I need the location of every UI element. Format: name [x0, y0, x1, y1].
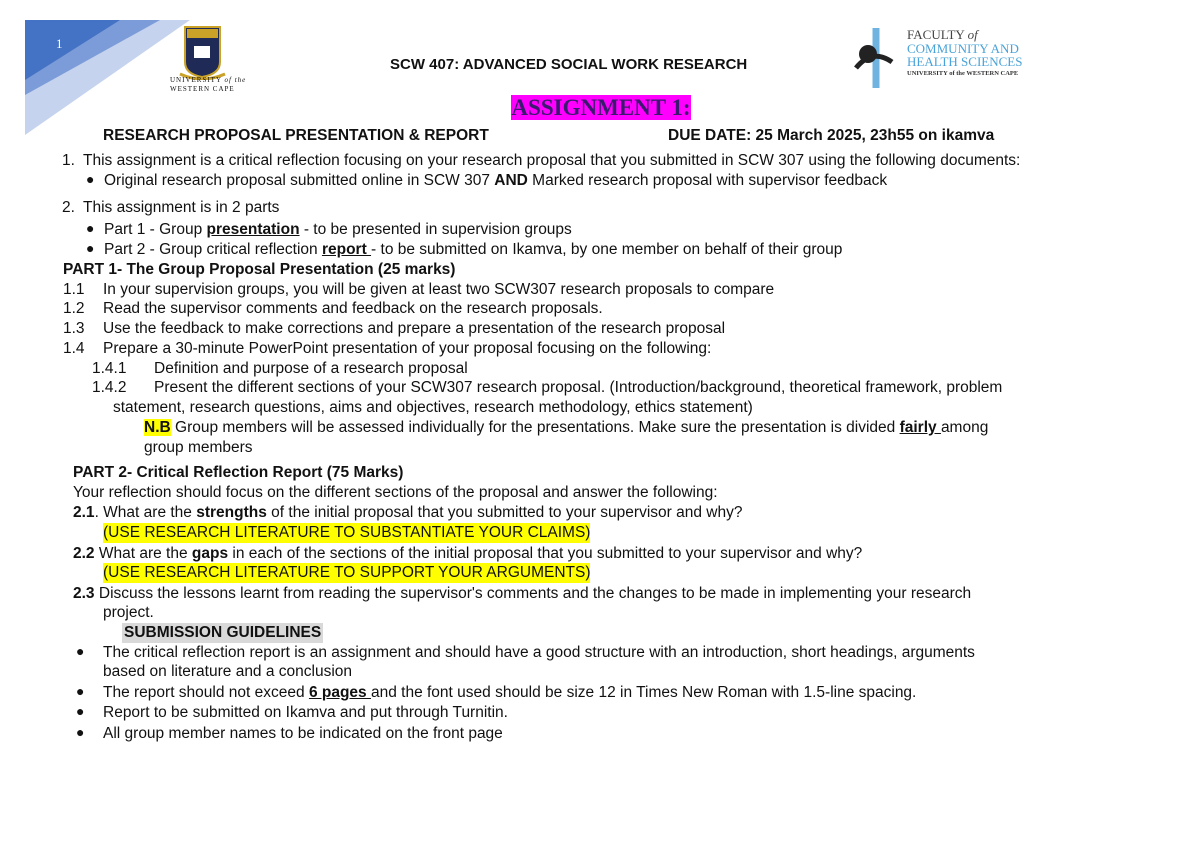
part1-item: Prepare a 30-minute PowerPoint presentation of your proposal focusing on the following:	[103, 340, 712, 357]
nb-label: N.B	[144, 419, 171, 436]
part2-heading: PART 2- Critical Reflection Report (75 Marks)	[73, 464, 404, 481]
sub-item: Definition and purpose of a research proposal	[154, 360, 468, 377]
guideline-1-cont: based on literature and a conclusion	[103, 663, 353, 680]
part1-num: 1.2	[63, 300, 85, 317]
question-1	[73, 503, 742, 523]
nb-note-cont: group members	[144, 439, 253, 456]
part1-heading: PART 1- The Group Proposal Presentation (25 marks)	[63, 261, 456, 278]
part1-item: Use the feedback to make corrections and prepare a presentation of the research proposal	[103, 320, 726, 337]
text: and the font used should be size 12 in Times New Roman with 1.5-line spacing.	[370, 684, 917, 701]
guideline-4: All group member names to be indicated on the front page	[103, 725, 503, 742]
bullet-icon: ●	[76, 683, 85, 699]
guideline-2	[103, 683, 916, 703]
faculty-figure-icon	[852, 28, 904, 88]
part1-item: In your supervision groups, you will be given at least two SCW307 research proposals to compare	[103, 281, 775, 298]
text: strengths	[196, 504, 267, 521]
text: gaps	[191, 545, 229, 562]
sub-item: Present the different sections of your SCW307 research proposal. (Introduction/background, theoretical framework, problem	[154, 379, 1003, 396]
text: among	[940, 419, 989, 436]
sub-num: 1.4.1	[92, 360, 127, 377]
guideline-3: Report to be submitted on Ikamva and put through Turnitin.	[103, 704, 508, 721]
text: in each of the sections of the initial proposal that you submitted to your supervisor and why?	[228, 545, 863, 562]
text: of the initial proposal that you submitted to your supervisor and why?	[266, 504, 743, 521]
text: Discuss the lessons learnt from reading the supervisor's comments and the changes to be made in implementing your research	[94, 585, 972, 602]
text: presentation	[206, 221, 300, 238]
bullet-icon: ●	[76, 643, 85, 659]
sub-item-cont: statement, research questions, aims and objectives, research methodology, ethics statement)	[113, 399, 753, 416]
part2-intro: Your reflection should focus on the different sections of the proposal and answer the following:	[73, 484, 718, 501]
text: Marked research proposal with supervisor feedback	[527, 172, 888, 189]
text: Group members will be assessed individually for the presentations. Make sure the presentation is divided	[170, 419, 900, 436]
intro-bullet-part1	[104, 220, 572, 240]
q-num: 2.2	[73, 545, 95, 562]
text: - to be submitted on Ikamva, by one member on behalf of their group	[371, 241, 843, 258]
text: 6 pages	[308, 684, 371, 701]
sub-num: 1.4.2	[92, 379, 127, 396]
guideline-1: The critical reflection report is an assignment and should have a good structure with an introduction, short headings, arguments	[103, 644, 975, 661]
part1-num: 1.1	[63, 281, 85, 298]
question-2	[73, 544, 862, 564]
subtitle: RESEARCH PROPOSAL PRESENTATION & REPORT	[103, 127, 489, 144]
uwc-crest-icon	[170, 24, 270, 80]
text: Original research proposal submitted online in SCW 307	[104, 172, 495, 189]
q-num: 2.3	[73, 585, 95, 602]
assignment-title: ASSIGNMENT 1:	[511, 95, 691, 120]
faculty-logo: FACULTY of COMMUNITY AND HEALTH SCIENCES UNIVERSITY of the WESTERN CAPE	[852, 28, 1052, 94]
text: The report should not exceed	[103, 684, 309, 701]
intro-bullet-part2	[104, 240, 842, 260]
intro-item-number: 1.	[62, 152, 75, 169]
bullet-icon: ●	[76, 703, 85, 719]
intro-bullet-documents	[104, 171, 887, 191]
uwc-logo: UNIVERSITY of the WESTERN CAPE	[170, 24, 270, 94]
text: Part 1 - Group	[104, 221, 207, 238]
text: fairly	[899, 419, 941, 436]
intro-item-1: This assignment is a critical reflection focusing on your research proposal that you submitted in SCW 307 using the following documents:	[83, 152, 1021, 169]
nb-note	[144, 418, 988, 438]
part1-item: Read the supervisor comments and feedback on the research proposals.	[103, 300, 603, 317]
bullet-icon: ●	[86, 220, 95, 236]
question-1-note: (USE RESEARCH LITERATURE TO SUBSTANTIATE YOUR CLAIMS)	[103, 524, 591, 541]
bullet-icon: ●	[86, 171, 95, 187]
page-number: 1	[56, 36, 63, 51]
part1-num: 1.4	[63, 340, 85, 357]
question-3-cont: project.	[103, 604, 154, 621]
bullet-icon: ●	[76, 724, 85, 740]
text: - to be presented in supervision groups	[299, 221, 572, 238]
part1-num: 1.3	[63, 320, 85, 337]
submission-heading: SUBMISSION GUIDELINES	[124, 624, 322, 641]
intro-item-2: This assignment is in 2 parts	[83, 199, 280, 216]
question-2-note: (USE RESEARCH LITERATURE TO SUPPORT YOUR ARGUMENTS)	[103, 564, 591, 581]
intro-item-number: 2.	[62, 199, 75, 216]
due-date: DUE DATE: 25 March 2025, 23h55 on ikamva	[668, 127, 995, 144]
text: . What are the	[94, 504, 197, 521]
question-3	[73, 584, 1098, 604]
text: Part 2 - Group critical reflection	[104, 241, 322, 258]
text: What are the	[94, 545, 192, 562]
q-num: 2.1	[73, 504, 95, 521]
bullet-icon: ●	[86, 240, 95, 256]
text: AND	[494, 172, 528, 189]
course-title: SCW 407: ADVANCED SOCIAL WORK RESEARCH	[390, 56, 748, 73]
text: report	[321, 241, 372, 258]
